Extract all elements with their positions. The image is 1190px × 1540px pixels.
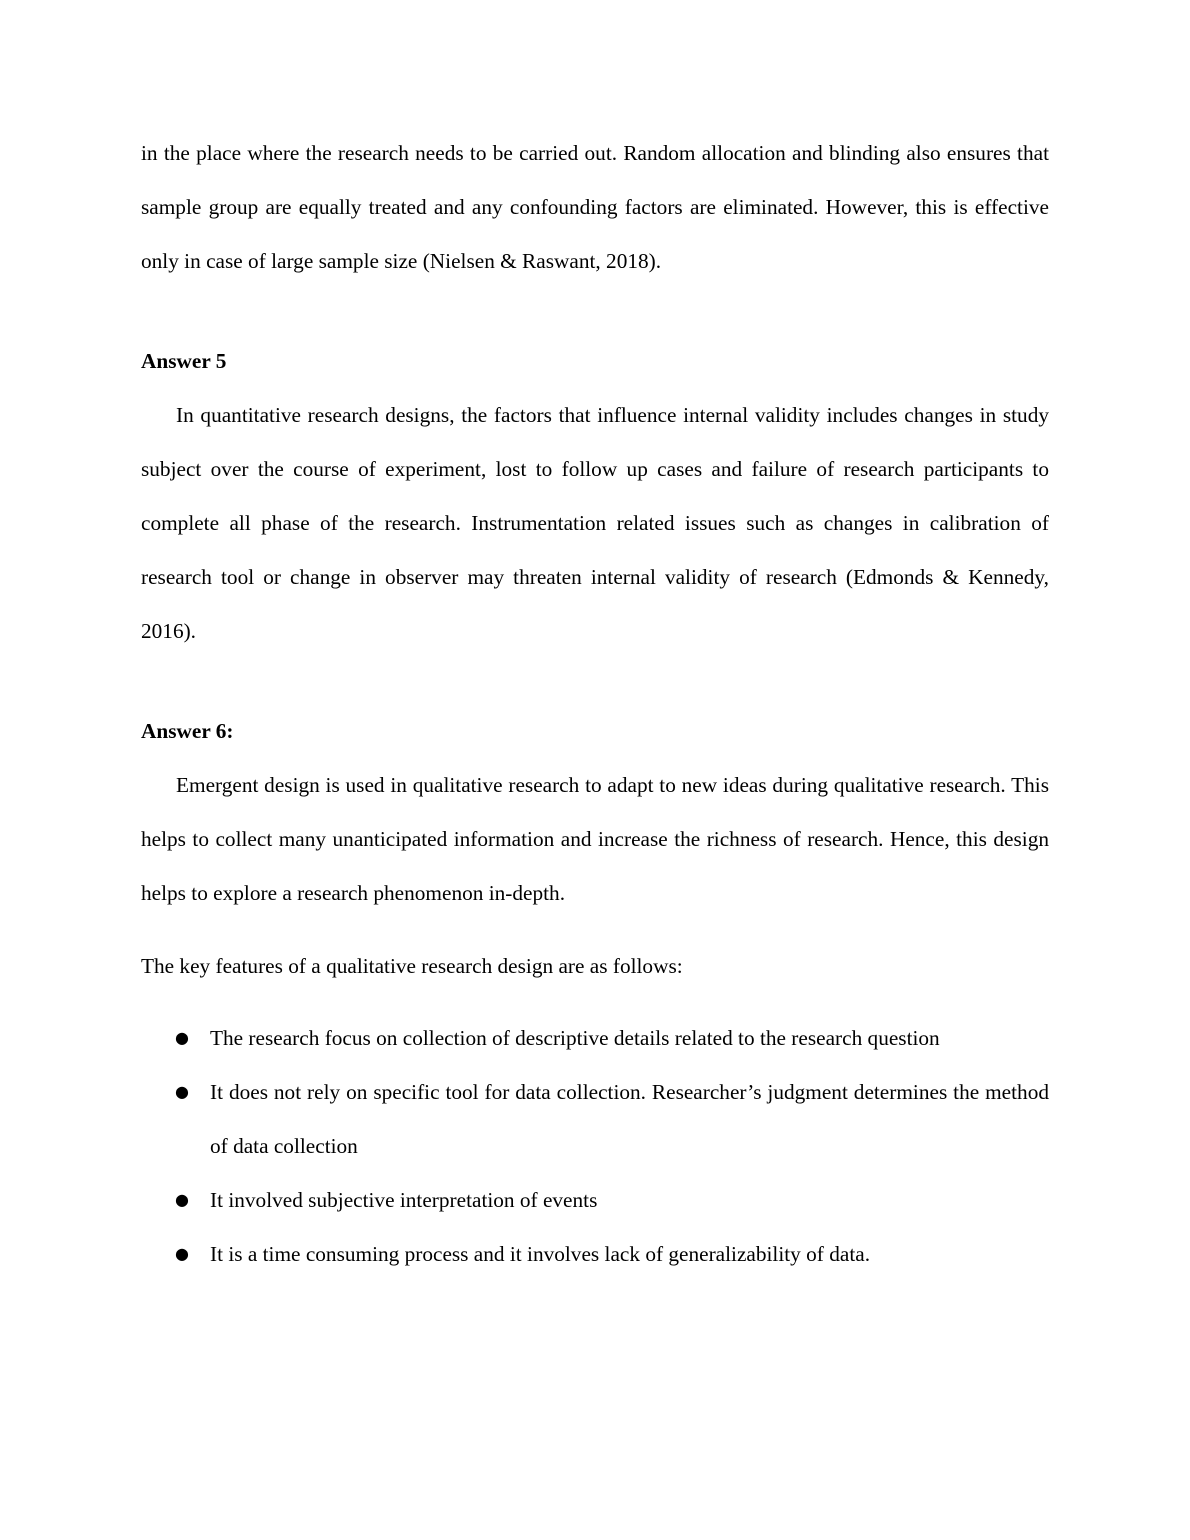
list-item xyxy=(141,1011,1049,1065)
list-item-text: It does not rely on specific tool for data collection. Researcher’s judgment determines the method of data collection xyxy=(210,1080,1049,1158)
list-item-text: The research focus on collection of descriptive details related to the research question xyxy=(210,1026,940,1050)
list-item-text: It involved subjective interpretation of events xyxy=(210,1188,598,1212)
bullet-icon: ● xyxy=(175,1028,189,1047)
continuation-paragraph: in the place where the research needs to be carried out. Random allocation and blinding also ensures that sample group are equally treated and any confounding factors are eliminated. However, this is effective only in case of large sample size (Nielsen & Raswant, 2018). xyxy=(141,141,1049,273)
list-item xyxy=(141,1065,1049,1173)
list-item xyxy=(141,1227,1049,1281)
answer-5-paragraph: In quantitative research designs, the factors that influence internal validity includes changes in study subject over the course of experiment, lost to follow up cases and failure of research participants to complete all phase of the research. Instrumentation related issues such as changes in calibration of research tool or change in observer may threaten internal validity of research (Edmonds & Kennedy, 2016). xyxy=(141,403,1049,643)
list-item-text: It is a time consuming process and it involves lack of generalizability of data. xyxy=(210,1242,871,1266)
features-intro: The key features of a qualitative research design are as follows: xyxy=(141,954,683,978)
answer-5-heading: Answer 5 xyxy=(141,349,227,373)
bullet-icon: ● xyxy=(175,1244,189,1263)
features-list xyxy=(141,1011,1049,1281)
bullet-icon: ● xyxy=(175,1082,189,1101)
answer-6-heading: Answer 6: xyxy=(141,719,234,743)
answer-6-paragraph: Emergent design is used in qualitative research to adapt to new ideas during qualitative research. This helps to collect many unanticipated information and increase the richness of research. Hence, this design helps to explore a research phenomenon in-depth. xyxy=(141,773,1049,905)
list-item xyxy=(141,1173,1049,1227)
bullet-icon: ● xyxy=(175,1190,189,1209)
document-body xyxy=(141,126,1049,1281)
